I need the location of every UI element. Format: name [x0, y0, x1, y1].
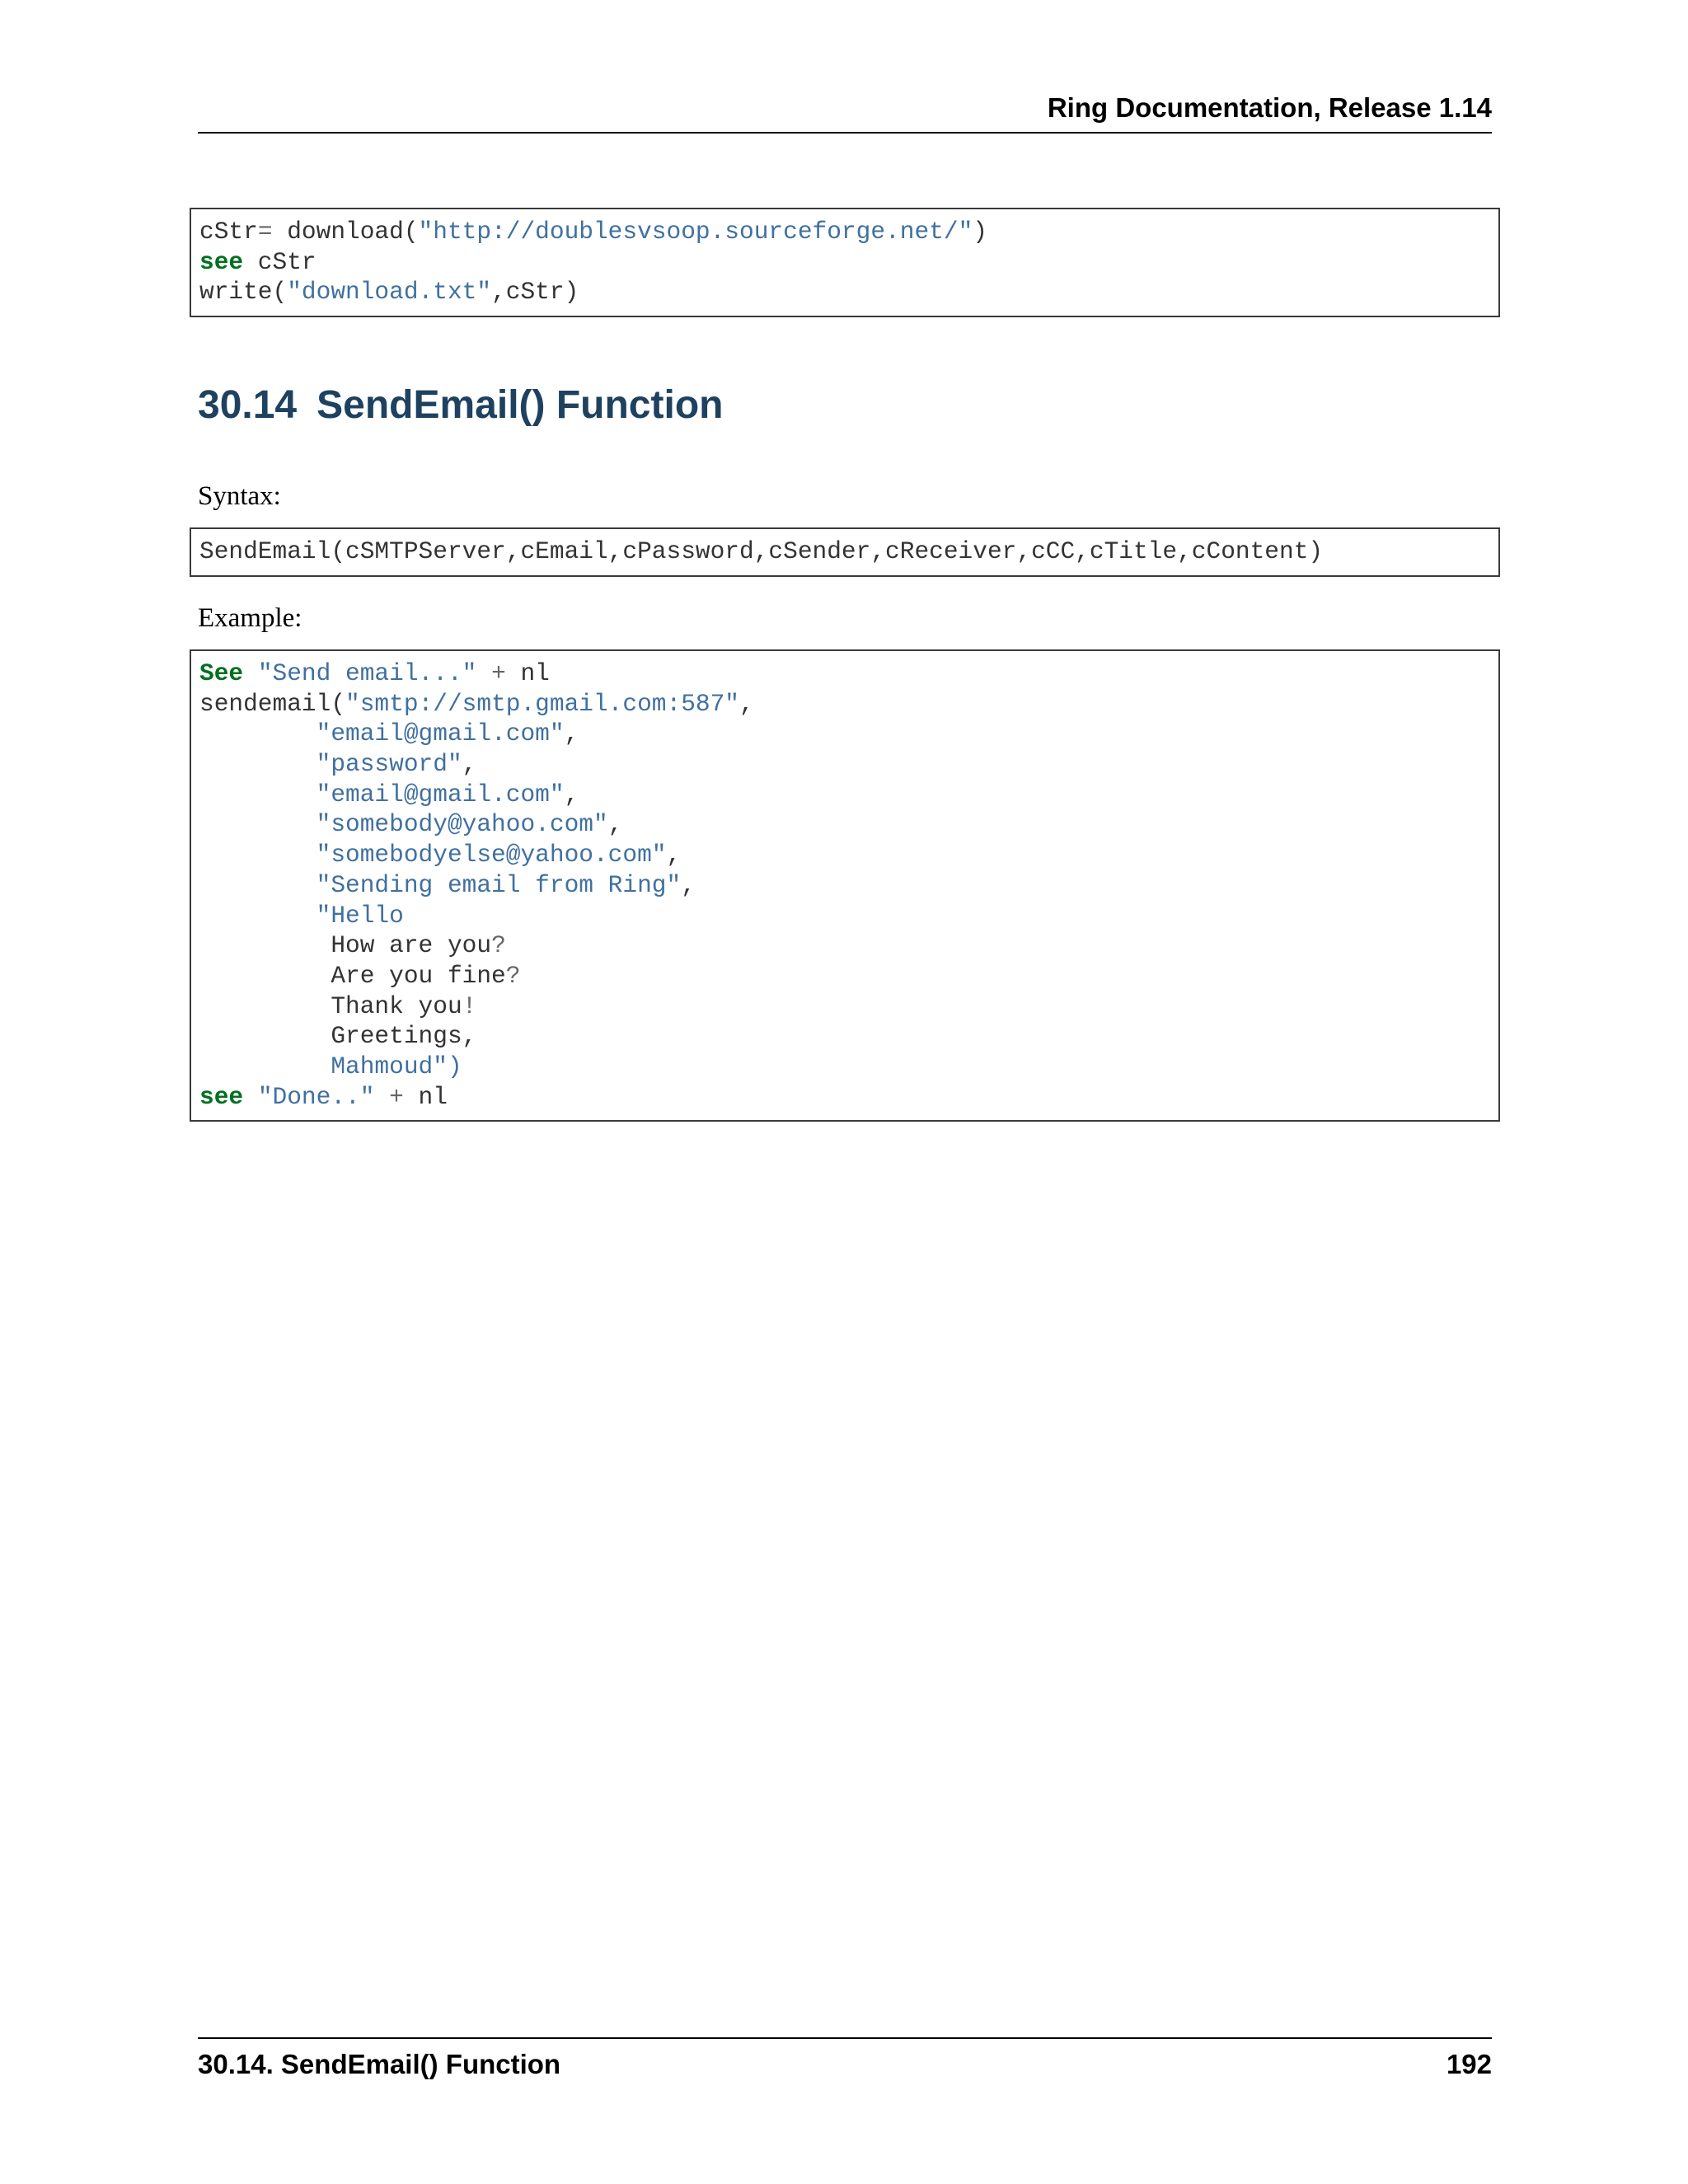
code-text: ,: [666, 841, 682, 869]
code-string: ": [418, 218, 434, 246]
code-text: [199, 780, 316, 808]
section-number: 30.14: [198, 383, 298, 427]
code-block-syntax: [190, 527, 1500, 577]
code-block-example: [190, 649, 1500, 1122]
code-text: [199, 810, 316, 838]
code-line: [199, 247, 1490, 278]
code-text: SendEmail(cSMTPServer,cEmail,cPassword,cSender,cReceiver,cCC,cTitle,cContent): [199, 537, 1324, 565]
code-line: [199, 1021, 1490, 1052]
code-text: nl: [505, 659, 550, 687]
code-text: write(: [199, 278, 288, 307]
code-text: [199, 841, 316, 869]
code-text: How are you: [199, 931, 492, 960]
page-footer: [198, 2037, 1492, 2088]
code-operator: +: [491, 659, 506, 687]
code-string: "smtp://smtp.gmail.com:587": [345, 689, 740, 718]
code-operator: ?: [491, 931, 506, 960]
code-line: [199, 749, 1490, 780]
code-line: [199, 961, 1490, 991]
page-number: 192: [1446, 2049, 1492, 2079]
code-line: [199, 658, 1490, 689]
code-operator: ?: [505, 961, 521, 990]
code-text: ,: [564, 719, 579, 748]
code-text: [476, 659, 491, 687]
code-text: [243, 1083, 258, 1111]
code-operator: +: [389, 1082, 404, 1111]
code-string: ": [287, 278, 302, 307]
code-string: "email@gmail.com": [316, 719, 565, 748]
code-text: [243, 659, 258, 687]
footer-section-ref: 30.14. SendEmail() Function: [198, 2049, 561, 2079]
code-line: [199, 901, 1490, 931]
code-line: [199, 991, 1490, 1022]
code-text: ,: [607, 810, 623, 839]
page-header: [198, 91, 1492, 134]
example-label: Example:: [198, 603, 302, 633]
code-line: [199, 719, 1490, 749]
code-text: Thank you: [199, 991, 462, 1020]
code-text: ,: [739, 689, 754, 718]
code-text: download(: [272, 218, 419, 246]
code-text: ): [973, 218, 987, 246]
code-text: sendemail(: [199, 689, 346, 718]
code-string: "Sending email from Ring": [316, 870, 682, 899]
code-text: cStr: [199, 218, 258, 246]
code-line: [199, 537, 1490, 567]
code-string: "somebody@yahoo.com": [316, 810, 608, 839]
code-line: [199, 930, 1490, 961]
code-line: [199, 217, 1490, 247]
code-string: "Send email...": [257, 659, 477, 687]
code-string: "Done..": [257, 1082, 375, 1111]
code-text: ,: [462, 750, 477, 779]
code-text: ,cStr): [491, 278, 579, 307]
code-line: [199, 870, 1490, 901]
section-heading: [198, 383, 724, 427]
code-text: [199, 719, 316, 748]
code-text: [199, 871, 316, 899]
code-string: http://doublesvsoop.sourceforge.net/: [433, 218, 959, 246]
code-string: ": [476, 278, 492, 307]
code-string: "password": [316, 750, 462, 779]
code-line: [199, 840, 1490, 870]
code-keyword: see: [199, 1082, 244, 1111]
code-text: cStr: [243, 247, 316, 276]
code-operator: !: [462, 991, 477, 1020]
code-string: "somebodyelse@yahoo.com": [316, 841, 667, 869]
code-string: "email@gmail.com": [316, 780, 565, 808]
code-line: [199, 1082, 1490, 1113]
code-operator: =: [257, 218, 273, 246]
code-line: [199, 780, 1490, 810]
code-keyword: see: [199, 247, 244, 276]
section-title: SendEmail() Function: [316, 383, 724, 427]
code-line: [199, 1052, 1490, 1082]
code-text: Are you fine: [199, 961, 506, 990]
code-string: Mahmoud"): [331, 1052, 462, 1080]
code-text: [199, 1052, 331, 1080]
code-text: [199, 902, 316, 930]
code-text: [374, 1083, 389, 1111]
code-string: ": [958, 218, 973, 246]
code-text: [199, 750, 316, 778]
document-title: Ring Documentation, Release 1.14: [1047, 92, 1492, 123]
code-text: ,: [564, 780, 579, 808]
code-line: [199, 809, 1490, 840]
code-string: "Hello: [316, 901, 404, 930]
code-text: Greetings,: [199, 1022, 477, 1051]
code-string: download.txt: [301, 278, 477, 307]
code-line: [199, 277, 1490, 307]
code-keyword: See: [199, 659, 244, 687]
code-line: [199, 689, 1490, 719]
code-block-download: [190, 208, 1500, 317]
code-text: ,: [681, 870, 696, 899]
code-text: nl: [403, 1082, 448, 1111]
syntax-label: Syntax:: [198, 481, 281, 511]
